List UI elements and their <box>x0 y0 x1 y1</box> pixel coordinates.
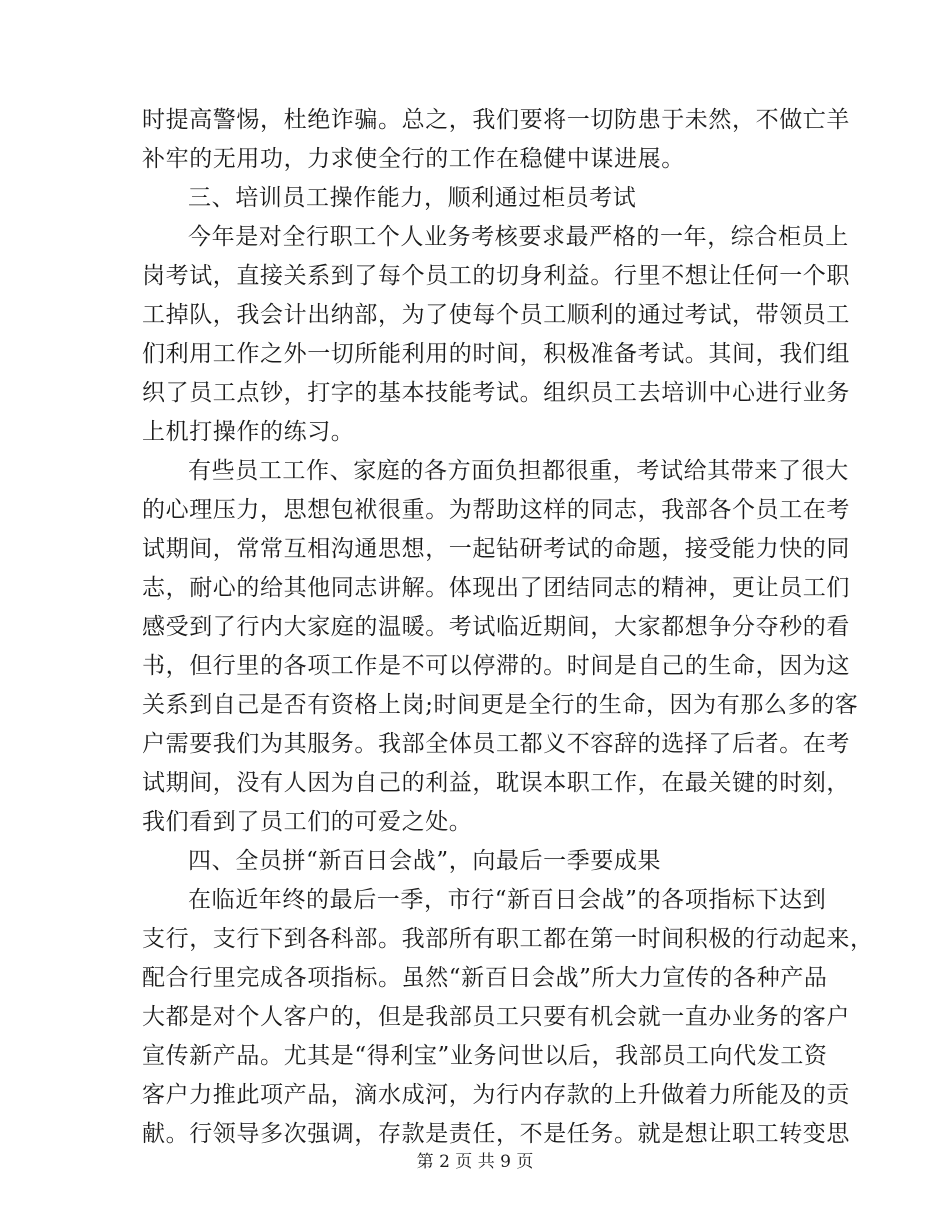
text-line: 岗考试，直接关系到了每个员工的切身利益。行里不想让任何一个职 <box>142 263 850 289</box>
text-line: 试期间，没有人因为自己的利益，耽误本职工作，在最关键的时刻， <box>142 770 850 796</box>
text-line: 书，但行里的各项工作是不可以停滞的。时间是自己的生命，因为这 <box>142 653 850 679</box>
text-line: 工掉队，我会计出纳部，为了使每个员工顺利的通过考试，带领员工 <box>142 302 850 328</box>
text-line: 宣传新产品。尤其是“得利宝”业务问世以后，我部员工向代发工资 <box>142 1043 828 1069</box>
section-heading: 三、培训员工操作能力，顺利通过柜员考试 <box>188 185 637 211</box>
text-line: 的心理压力，思想包袱很重。为帮助这样的同志，我部各个员工在考 <box>142 497 850 523</box>
text-line: 户需要我们为其服务。我部全体员工都义不容辞的选择了后者。在考 <box>142 731 850 757</box>
text-line: 大都是对个人客户的，但是我部员工只要有机会就一直办业务的客户 <box>142 1004 850 1030</box>
text-line: 今年是对全行职工个人业务考核要求最严格的一年，综合柜员上 <box>188 224 849 250</box>
text-line: 织了员工点钞，打字的基本技能考试。组织员工去培训中心进行业务 <box>142 380 850 406</box>
text-line: 补牢的无用功，力求使全行的工作在稳健中谋进展。 <box>142 146 685 172</box>
text-line: 在临近年终的最后一季，市行“新百日会战”的各项指标下达到 <box>188 887 827 913</box>
text-line: 支行，支行下到各科部。我部所有职工都在第一时间积极的行动起来， <box>142 926 874 952</box>
text-line: 感受到了行内大家庭的温暖。考试临近期间，大家都想争分夺秒的看 <box>142 614 850 640</box>
text-line: 们利用工作之外一切所能利用的时间，积极准备考试。其间，我们组 <box>142 341 850 367</box>
text-line: 客户力推此项产品，滴水成河，为行内存款的上升做着力所能及的贡 <box>142 1082 850 1108</box>
text-line: 上机打操作的练习。 <box>142 419 355 445</box>
page-number-footer: 第 2 页 共 9 页 <box>416 1152 534 1172</box>
text-line: 志，耐心的给其他同志讲解。体现出了团结同志的精神，更让员工们 <box>142 575 850 601</box>
text-line: 关系到自己是否有资格上岗;时间更是全行的生命，因为有那么多的客 <box>142 692 859 718</box>
section-heading: 四、全员拼“新百日会战”，向最后一季要成果 <box>188 848 662 874</box>
text-line: 时提高警惕，杜绝诈骗。总之，我们要将一切防患于未然，不做亡羊 <box>142 107 850 133</box>
text-line: 有些员工工作、家庭的各方面负担都很重，考试给其带来了很大 <box>188 458 849 484</box>
text-line: 试期间，常常互相沟通思想，一起钻研考试的命题，接受能力快的同 <box>142 536 850 562</box>
text-line: 我们看到了员工们的可爱之处。 <box>142 809 473 835</box>
text-line: 配合行里完成各项指标。虽然“新百日会战”所大力宣传的各种产品 <box>142 965 828 991</box>
text-line: 献。行领导多次强调，存款是责任，不是任务。就是想让职工转变思 <box>142 1121 850 1147</box>
